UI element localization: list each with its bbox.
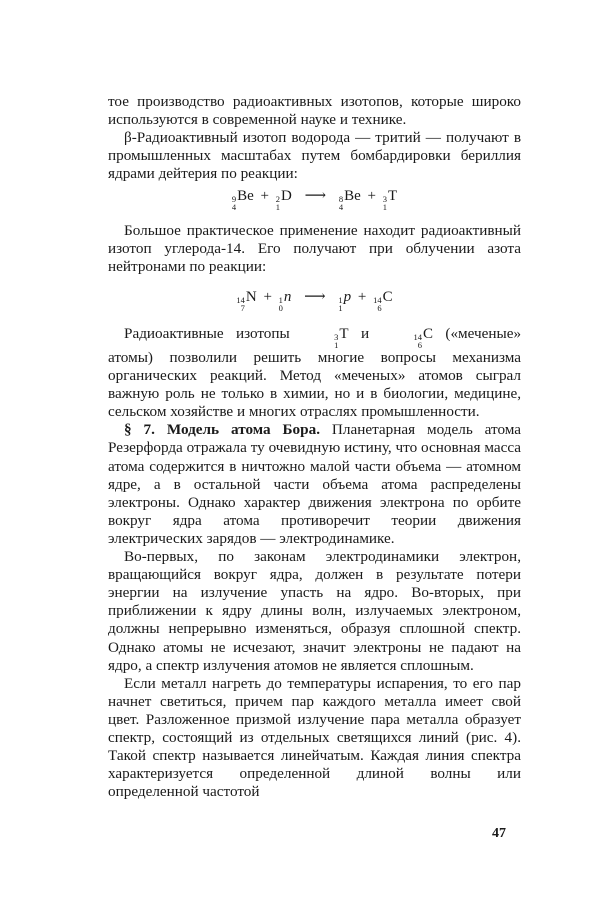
plus-sign: + xyxy=(260,188,269,204)
paragraph-tritium: β-Радиоактивный изотоп водорода — тритий — получают в промышленных масштабах путем бомбардировки бериллия ядрами дейтерия по реакции: xyxy=(108,129,521,183)
text-block-carbon xyxy=(108,222,521,276)
nuclide-p1: 1 1 p xyxy=(338,289,352,313)
page-number: 47 xyxy=(492,826,506,841)
nuclide-c14-inline: 14 6 C xyxy=(413,326,433,350)
nuclide-be9: 9 4 Be xyxy=(231,188,254,212)
nuclide-c14: 14 6 C xyxy=(373,289,393,313)
plus-sign: + xyxy=(357,289,367,305)
reaction-nitrogen xyxy=(108,288,521,312)
text-block-main xyxy=(108,325,521,801)
plus-sign: + xyxy=(367,188,376,204)
reaction-beryllium xyxy=(108,187,521,211)
paragraph-spectrum: Если металл нагреть до температуры испарения, то его пар начнет светиться, причем пар каждого металла имеет свой цвет. Разложенное призмой излучение пара металла образует спектр, состоящий из отдельных светящихся линий (рис. 4). Такой спектр называется линейчатым. Каждая линия спектра характеризуется определенной длиной волны или определенной частотой xyxy=(108,674,521,801)
paragraph-continuation: тое производство радиоактивных изотопов, которые широко используются в современной науке и технике. xyxy=(108,93,521,129)
paragraph-labeled-atoms: Радиоактивные изотопы 3 1 T и 14 6 C («меченые» атомы) позволили решить многие вопросы механизма органических реакций. Метод «меченых» атомов сыграл важную роль не только в химии, но и в биологии, медицине, сельском хозяйстве и многих отраслях промышленности. xyxy=(108,325,522,421)
nuclide-d2: 2 1 D xyxy=(275,188,292,212)
reaction-arrow: ⟶ xyxy=(304,188,327,204)
section-heading: § 7. Модель атома Бора. xyxy=(124,421,320,439)
paragraph-carbon14: Большое практическое применение находит радиоактивный изотоп углерода-14. Его получают при облучении азота нейтронами по реакции: xyxy=(108,222,521,276)
reaction-arrow: ⟶ xyxy=(304,289,326,305)
nuclide-n14: 14 7 N xyxy=(236,289,257,313)
nuclide-be8: 8 4 Be xyxy=(338,188,361,212)
nuclide-t3: 3 1 T xyxy=(382,188,398,212)
paragraph-bohr-model: § 7. Модель атома Бора. Планетарная модель атома Резерфорда отражала ту очевидную истину, что основная масса атома содержится в ничтожно малой части объема — атомном ядре, а в остальной части объема атома распределены электроны. Однако характер движения электрона по орбите вокруг ядра атома противоречит теории движения электрических зарядов — электродинамике. xyxy=(108,421,522,547)
nuclide-n1: 1 0 n xyxy=(278,289,292,313)
paragraph-electrodynamics: Во-первых, по законам электродинамики электрон, вращающийся вокруг ядра, должен в результате потери энергии на излучение упасть на ядро. Во-вторых, при приближении к ядру длины волн, излучаемых электроном, должны непрерывно изменяться, образуя сплошной спектр. Однако атомы не исчезают, значит электроны не падают на ядро, а спектр излучения атомов не является сплошным. xyxy=(108,548,521,674)
plus-sign: + xyxy=(263,289,272,305)
text-block-top xyxy=(108,93,521,183)
nuclide-t3-inline: 3 1 T xyxy=(334,326,349,350)
